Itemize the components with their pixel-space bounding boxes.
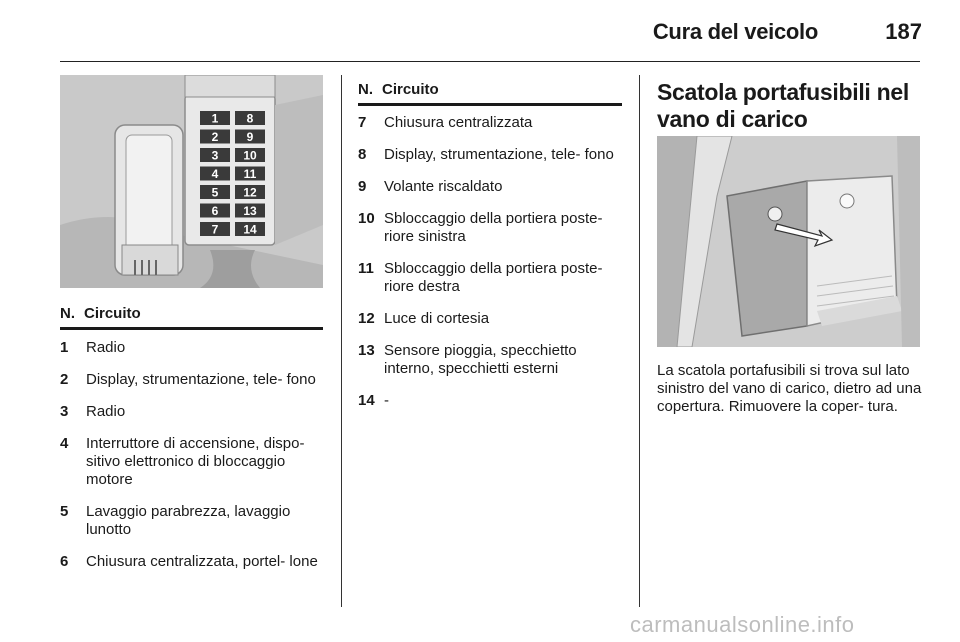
svg-text:5: 5	[211, 185, 219, 200]
svg-text:6: 6	[211, 204, 219, 218]
circuit-description: -	[384, 392, 389, 409]
fuse-number: 8	[358, 146, 367, 163]
column-header-number: N.	[358, 81, 373, 98]
fuse-number: 6	[60, 553, 69, 570]
svg-text:4: 4	[211, 167, 219, 181]
svg-text:2: 2	[211, 130, 219, 144]
fuse-number: 3	[60, 403, 69, 420]
table-row	[358, 178, 624, 196]
table-row	[358, 114, 624, 132]
svg-text:7: 7	[211, 222, 219, 237]
column-divider-left	[341, 75, 342, 607]
fuse-number: 5	[60, 503, 69, 520]
table-row	[358, 310, 624, 328]
table-row	[60, 371, 328, 389]
section-body: La scatola portafusibili si trova sul lato sinistro del vano di carico, dietro ad una copertura. Rimuovere la coper- tura.	[657, 362, 922, 415]
table-header-right	[358, 81, 622, 106]
svg-text:10: 10	[243, 148, 257, 163]
table-row	[60, 339, 328, 357]
fuse-number: 13	[358, 342, 375, 359]
table-row	[60, 503, 328, 539]
circuit-description: Volante riscaldato	[384, 178, 503, 195]
fuse-label	[200, 222, 230, 237]
fuse-label	[235, 111, 265, 126]
table-row	[358, 210, 624, 246]
column-header-number: N.	[60, 305, 75, 322]
circuit-description: Display, strumentazione, tele- fono	[86, 371, 316, 388]
circuit-description: Radio	[86, 403, 126, 420]
svg-text:8: 8	[246, 111, 254, 126]
table-row	[358, 146, 624, 164]
fuse-label	[235, 204, 265, 219]
fuse-table-left	[60, 339, 328, 585]
circuit-description: Interruttore di accensione, dispo- sitivo elettronico di bloccaggio motore	[86, 435, 305, 488]
circuit-description: Lavaggio parabrezza, lavaggio lunotto	[86, 503, 291, 538]
section-title: Scatola portafusibili nel vano di carico	[657, 79, 909, 132]
fuse-number: 10	[358, 210, 375, 227]
circuit-description: Display, strumentazione, tele- fono	[384, 146, 614, 163]
fuse-number: 4	[60, 435, 69, 452]
fuse-label	[200, 130, 230, 145]
fuse-number: 9	[358, 178, 367, 195]
fuse-label	[200, 185, 230, 200]
table-row	[358, 392, 624, 410]
svg-text:12: 12	[243, 185, 257, 200]
svg-text:1: 1	[211, 111, 219, 126]
column-divider-right	[639, 75, 640, 607]
cargo-compartment-figure	[657, 136, 920, 347]
circuit-description: Sbloccaggio della portiera poste- riore destra	[384, 260, 603, 295]
column-header-circuit: Circuito	[84, 305, 141, 322]
fuse-label	[200, 204, 230, 219]
circuit-description: Radio	[86, 339, 126, 356]
fuse-label	[200, 111, 230, 126]
table-row	[60, 553, 328, 571]
fuse-label	[200, 167, 230, 182]
watermark: carmanualsonline.info	[630, 612, 855, 637]
page-number: 187	[885, 19, 922, 44]
circuit-description: Sbloccaggio della portiera poste- riore sinistra	[384, 210, 603, 245]
header-rule	[60, 61, 920, 62]
header-title: Cura del veicolo	[652, 19, 818, 44]
table-row	[358, 260, 624, 296]
table-header-left	[60, 305, 323, 330]
fuse-label	[235, 148, 265, 163]
fuse-box-figure	[60, 75, 323, 288]
fuse-number: 2	[60, 371, 69, 388]
fuse-label	[235, 130, 265, 145]
circuit-description: Chiusura centralizzata	[384, 114, 533, 131]
fuse-number: 14	[358, 392, 375, 409]
circuit-description: Sensore pioggia, specchietto interno, specchietti esterni	[384, 342, 577, 377]
fuse-label	[235, 222, 265, 237]
svg-text:14: 14	[243, 222, 257, 237]
svg-text:11: 11	[243, 167, 257, 181]
table-row	[60, 435, 328, 489]
fuse-table-right	[358, 114, 624, 424]
fuse-number: 7	[358, 114, 367, 131]
svg-text:13: 13	[243, 204, 257, 218]
circuit-description: Luce di cortesia	[384, 310, 490, 327]
column-header-circuit: Circuito	[382, 81, 439, 98]
fuse-number: 12	[358, 310, 375, 327]
fuse-number: 1	[60, 339, 69, 356]
svg-text:9: 9	[246, 130, 254, 144]
circuit-description: Chiusura centralizzata, portel- lone	[86, 553, 318, 570]
fuse-number: 11	[358, 260, 374, 277]
fuse-label	[200, 148, 230, 163]
fuse-label	[235, 167, 265, 182]
table-row	[358, 342, 624, 378]
svg-text:3: 3	[211, 148, 219, 163]
table-row	[60, 403, 328, 421]
fuse-label	[235, 185, 265, 200]
